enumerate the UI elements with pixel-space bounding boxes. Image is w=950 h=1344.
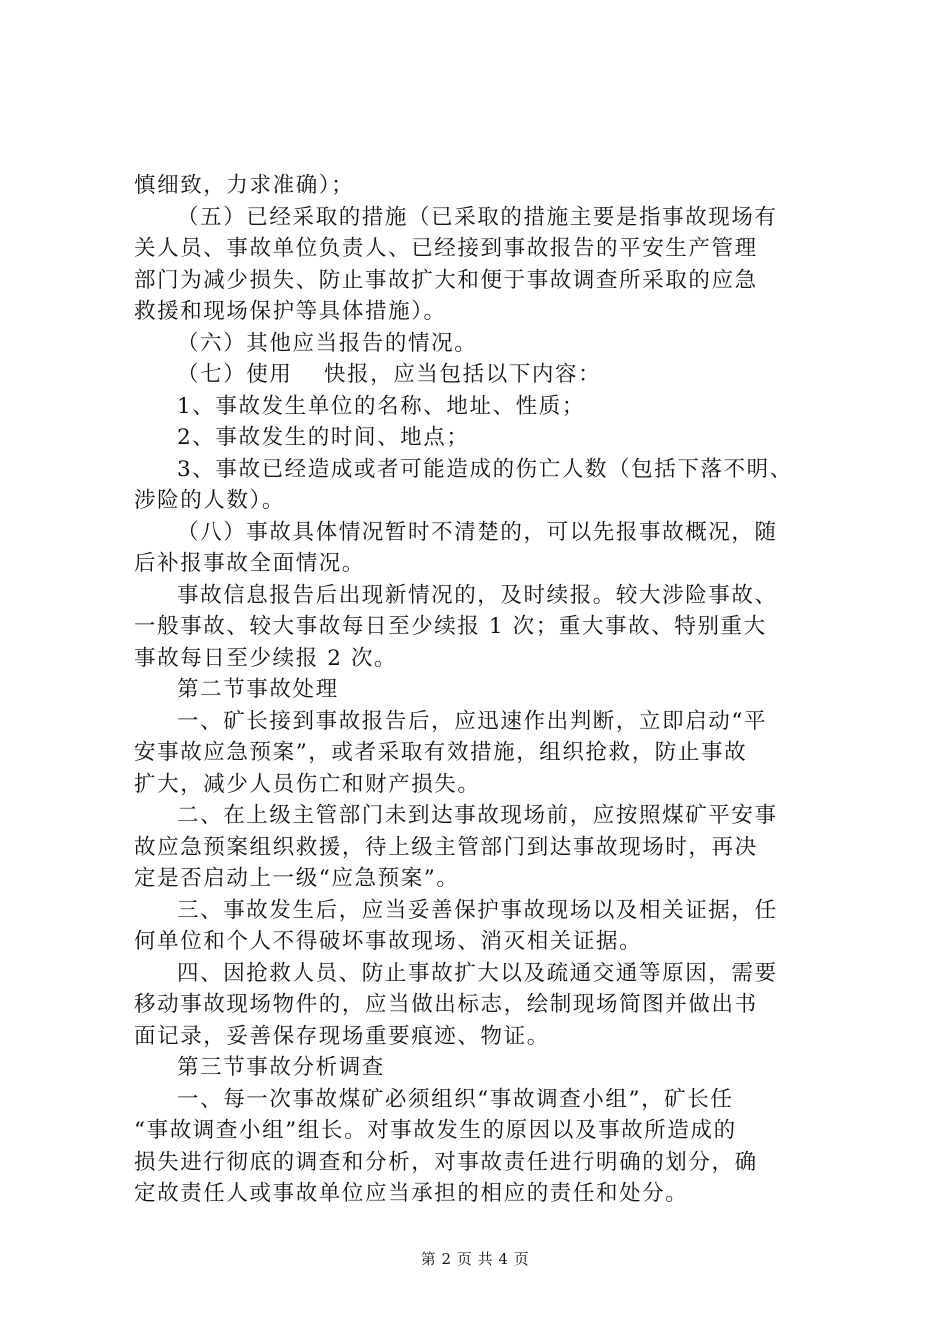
- text-line: 涉险的人数）。: [134, 488, 285, 513]
- text-line: 二、在上级主管部门未到达事故现场前，应按照煤矿平安事: [177, 803, 778, 828]
- document-body: [134, 170, 834, 1210]
- text-line: 关人员、事故单位负责人、已经接到事故报告的平安生产管理: [134, 236, 758, 261]
- text-line: 一、每一次事故煤矿必须组织“事故调查小组”，矿长任: [177, 1086, 734, 1112]
- text-line: 损失进行彻底的调查和分析，对事故责任进行明确的划分，确: [134, 1149, 758, 1175]
- text-line: 一、矿长接到事故报告后，应迅速作出判断，立即启动“平: [177, 708, 768, 734]
- text-line: 后补报事故全面情况。: [134, 551, 366, 576]
- text-line: 部门为减少损失、防止事故扩大和便于事故调查所采取的应急: [134, 267, 758, 293]
- text-line: “事故调查小组”组长。对事故发生的原因以及事故所造成的: [134, 1118, 737, 1143]
- text-line: 三、事故发生后，应当妥善保护事故现场以及相关证据，任: [177, 897, 778, 923]
- text-line: 第二节事故处理: [177, 677, 339, 702]
- text-line: 何单位和个人不得破坏事故现场、消灭相关证据。: [134, 929, 643, 954]
- text-line: （五）已经采取的措施（已采取的措施主要是指事故现场有: [177, 204, 778, 230]
- text-line: 四、因抢救人员、防止事故扩大以及疏通交通等原因，需要: [177, 960, 778, 986]
- text-line: 慎细致，力求准确）；: [134, 173, 355, 198]
- text-line: 3、事故已经造成或者可能造成的伤亡人数（包括下落不明、: [177, 456, 793, 482]
- text-line: （八）事故具体情况暂时不清楚的，可以先报事故概况，随: [177, 519, 778, 545]
- text-line: 1、事故发生单位的名称、地址、性质；: [177, 393, 585, 419]
- text-line: 2、事故发生的时间、地点；: [177, 425, 470, 450]
- text-line: 定故责任人或事故单位应当承担的相应的责任和处分。: [134, 1181, 689, 1206]
- text-line: （七）使用 快报，应当包括以下内容：: [177, 362, 602, 387]
- text-line: 移动事故现场物件的，应当做出标志，绘制现场简图并做出书: [134, 992, 758, 1017]
- text-line: 安事故应急预案”，或者采取有效措施，组织抢救，防止事故: [134, 740, 748, 765]
- text-line: 扩大，减少人员伤亡和财产损失。: [134, 771, 481, 797]
- text-line: 一般事故、较大事故每日至少续报 1 次；重大事故、特别重大: [134, 614, 767, 639]
- text-line: 事故每日至少续报 2 次。: [134, 645, 398, 671]
- text-line: 救援和现场保护等具体措施）。: [134, 299, 447, 324]
- text-line: 面记录，妥善保存现场重要痕迹、物证。: [134, 1023, 550, 1049]
- text-line: 故应急预案组织救援，待上级主管部门到达事故现场时，再决: [134, 834, 758, 860]
- text-line: 定是否启动上一级“应急预案”。: [134, 866, 460, 891]
- text-line: 第三节事故分析调查: [177, 1055, 385, 1080]
- text-line: 事故信息报告后出现新情况的，及时续报。较大涉险事故、: [177, 582, 778, 608]
- page-number-footer: 第 2 页 共 4 页: [420, 1250, 530, 1268]
- text-line: （六）其他应当报告的情况。: [177, 330, 478, 356]
